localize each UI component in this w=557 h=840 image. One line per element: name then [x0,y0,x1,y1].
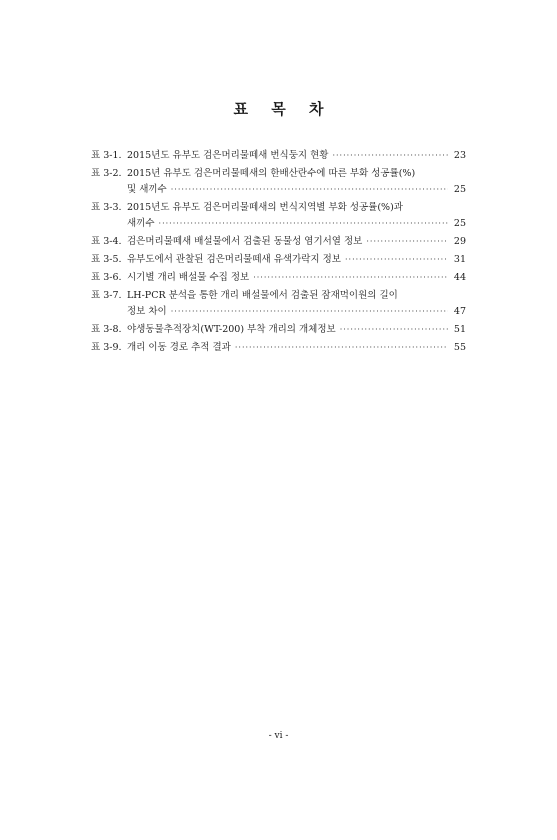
toc-entry-line [127,182,466,198]
toc-entry-line [127,166,466,182]
dot-leader [171,304,448,320]
toc-entry-title: 유부도에서 관찰된 검은머리물떼새 유색가락지 정보 [127,254,341,265]
toc-entry-title: 개리 이동 경로 추적 결과 [127,342,231,353]
toc-entry-label: 표 3-4. [91,236,122,247]
toc-entry[interactable] [91,322,466,338]
toc-entry-page: 31 [453,254,466,265]
toc-entry-line [127,216,466,232]
toc-entry-page: 55 [453,342,466,353]
toc-entry-title: LH-PCR 분석을 통한 개리 배설물에서 검출된 잠재먹이원의 길이 [127,290,398,301]
toc-entry-line [127,234,466,250]
toc-entry[interactable] [91,252,466,268]
dot-leader [366,234,448,250]
toc-entry-label: 표 3-6. [91,272,122,283]
toc-entry-title-continued: 정보 차이 [127,306,167,317]
toc-entry[interactable] [91,288,466,320]
toc-entry-body [127,340,466,356]
toc-entry-body [127,200,466,232]
toc-entry-line [127,322,466,338]
toc-entry-page: 44 [453,272,466,283]
toc-entry[interactable] [91,270,466,286]
toc-entry-page: 25 [453,184,466,195]
toc-entry[interactable] [91,234,466,250]
toc-entry-label: 표 3-3. [91,202,122,213]
dot-leader [253,270,448,286]
dot-leader [235,340,448,356]
toc-entry-body [127,252,466,268]
toc-entry-line [127,304,466,320]
toc-entry-title-continued: 새끼수 [127,218,155,229]
toc-entry-label: 표 3-2. [91,168,122,179]
toc-entry-page: 25 [453,218,466,229]
toc-entry-page: 47 [453,306,466,317]
table-of-contents [91,148,466,358]
page-number-footer: - vi - [268,731,289,741]
toc-entry[interactable] [91,340,466,356]
toc-entry-body [127,234,466,250]
toc-entry-line [127,200,466,216]
toc-entry-page: 51 [453,324,466,335]
toc-entry-line [127,252,466,268]
toc-entry-label: 표 3-1. [91,150,122,161]
toc-entry-body [127,322,466,338]
toc-entry-title: 검은머리물떼새 배설물에서 검출된 동물성 염기서열 정보 [127,236,363,247]
dot-leader [171,182,448,198]
toc-entry-title: 시기별 개리 배설물 수집 정보 [127,272,250,283]
toc-entry-title: 야생동물추적장치(WT-200) 부착 개리의 개체정보 [127,324,336,335]
dot-leader [340,322,448,338]
dot-leader [345,252,448,268]
toc-entry-body [127,270,466,286]
toc-entry-title-continued: 및 새끼수 [127,184,167,195]
toc-entry-page: 23 [453,150,466,161]
toc-entry-title: 2015년도 유부도 검은머리물떼새 번식둥지 현황 [127,150,329,161]
toc-entry[interactable] [91,200,466,232]
toc-entry-label: 표 3-7. [91,290,122,301]
toc-entry-label: 표 3-9. [91,342,122,353]
toc-entry-label: 표 3-8. [91,324,122,335]
toc-entry-line [127,270,466,286]
toc-entry-line [127,148,466,164]
toc-entry-body [127,288,466,320]
toc-entry-page: 29 [453,236,466,247]
dot-leader [159,216,448,232]
toc-entry-line [127,288,466,304]
toc-entry[interactable] [91,166,466,198]
toc-entry-line [127,340,466,356]
toc-entry-title: 2015년도 유부도 검은머리물떼새의 번식지역별 부화 성공률(%)과 [127,202,403,213]
dot-leader [332,148,448,164]
toc-entry-label: 표 3-5. [91,254,122,265]
page-title: 표 목 차 [233,100,333,118]
toc-entry-body [127,148,466,164]
toc-entry[interactable] [91,148,466,164]
toc-entry-body [127,166,466,198]
toc-entry-title: 2015년 유부도 검은머리물떼새의 한배산란수에 따른 부화 성공률(%) [127,168,416,179]
